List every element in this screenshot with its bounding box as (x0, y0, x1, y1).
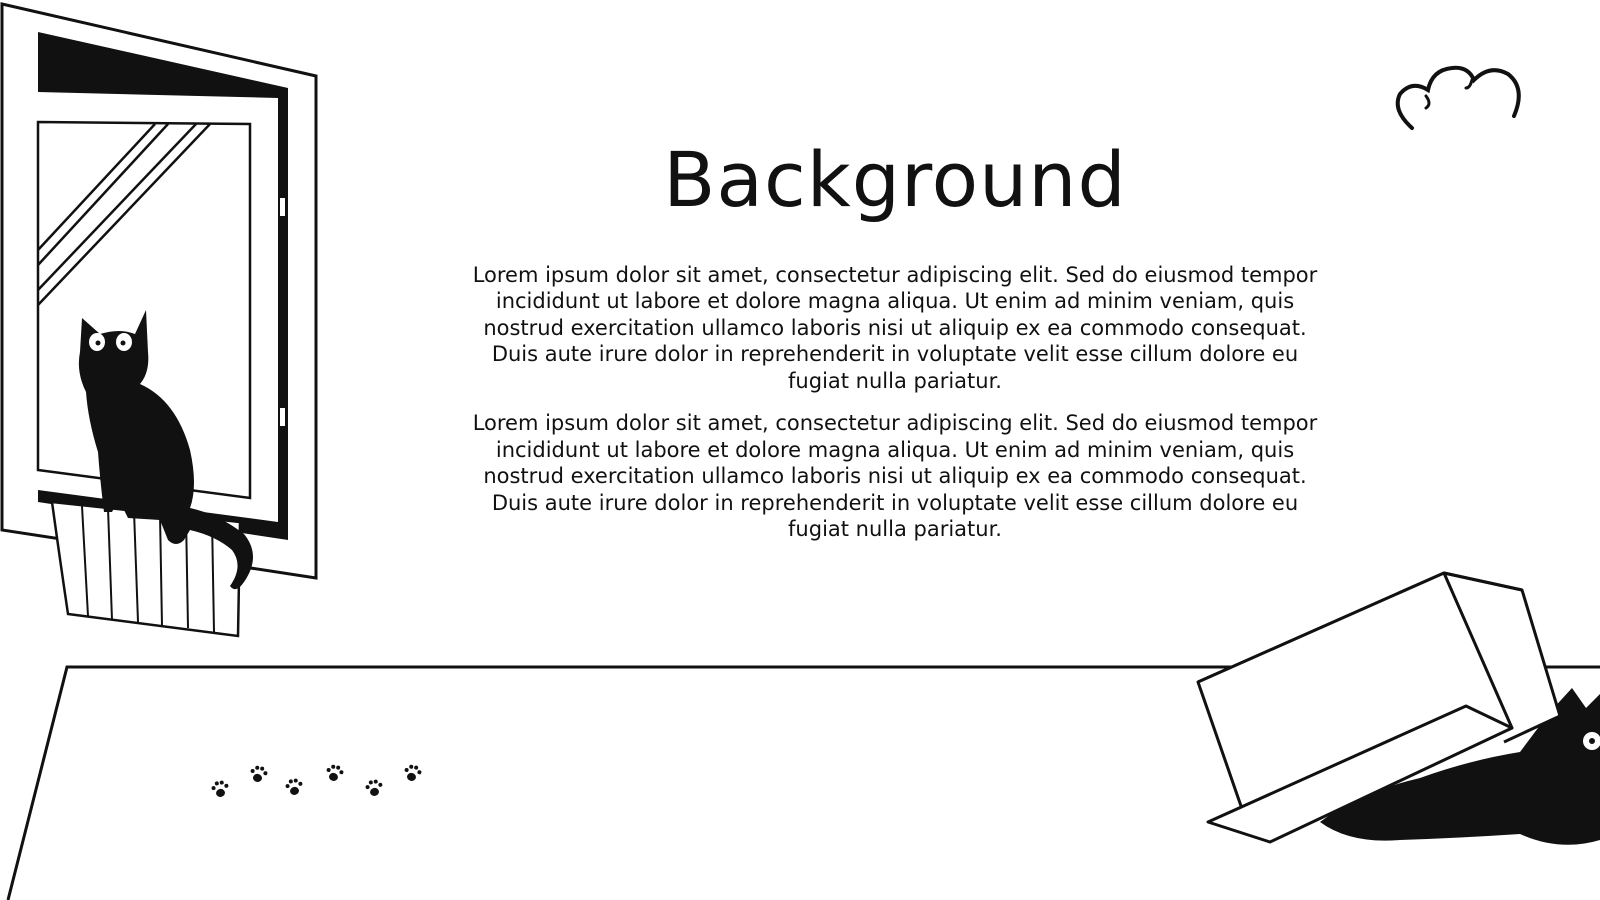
slide-content (470, 135, 1320, 543)
body-paragraph-2: Lorem ipsum dolor sit amet, consectetur adipiscing elit. Sed do eiusmod tempor incididunt ut labore et dolore magna aliqua. Ut enim ad minim veniam, quis nostrud exercitation ullamco laboris nisi ut aliquip ex ea commodo consequat. Duis aute irure dolor in reprehenderit in voluptate velit esse cillum dolore eu fugiat nulla pariatur. (472, 411, 1318, 542)
body-paragraph-1: Lorem ipsum dolor sit amet, consectetur adipiscing elit. Sed do eiusmod tempor incididunt ut labore et dolore magna aliqua. Ut enim ad minim veniam, quis nostrud exercitation ullamco laboris nisi ut aliquip ex ea commodo consequat. Duis aute irure dolor in reprehenderit in voluptate velit esse cillum dolore eu fugiat nulla pariatur. (472, 262, 1318, 393)
paw-prints-icon (211, 764, 423, 799)
cloud-icon (1398, 68, 1519, 128)
slide-title: Background (663, 135, 1127, 224)
